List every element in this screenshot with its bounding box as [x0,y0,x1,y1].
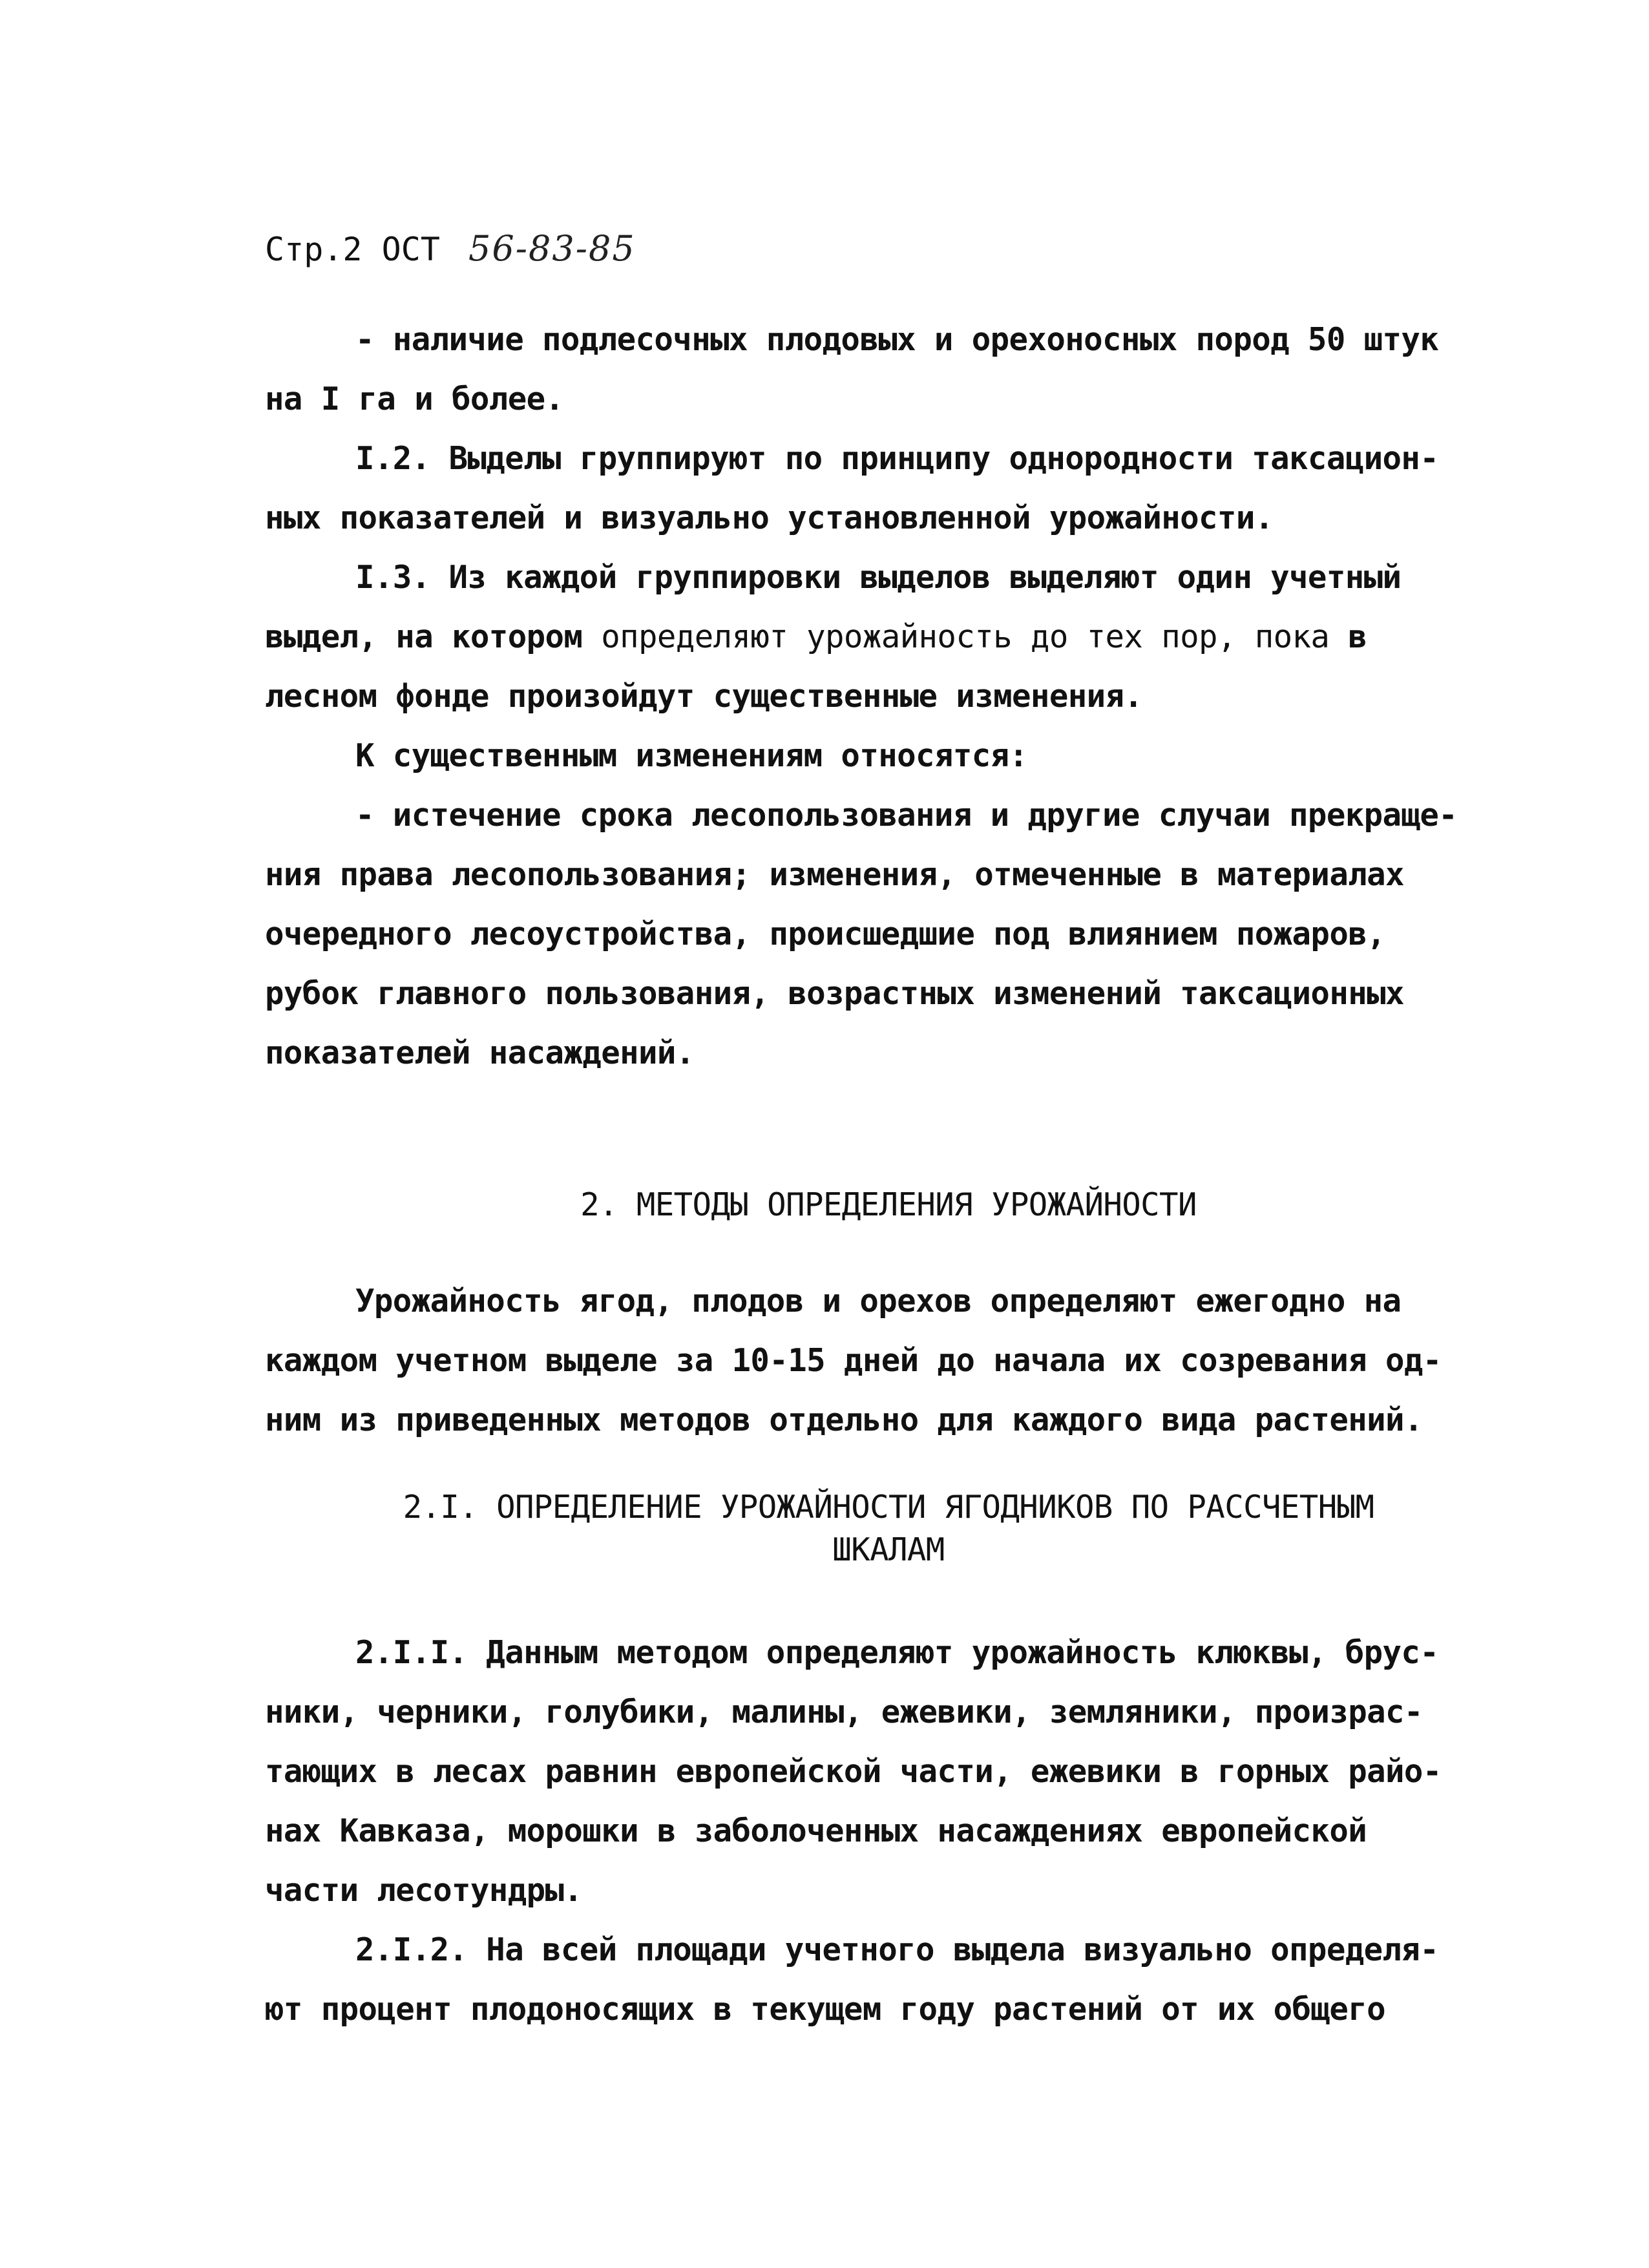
text-bold-end: в [1348,618,1367,655]
handwritten-doc-number: 56-83-85 [468,228,636,269]
paragraph-1-2 [265,429,1512,548]
page-header [265,226,636,272]
text-line [265,607,1512,667]
heading-line: ШКАЛАМ [832,1531,945,1568]
text-line: ним из приведенных методов отдельно для каждого вида растений. [265,1402,1423,1438]
paragraph-changes-list [265,786,1512,1083]
heading-line: 2. МЕТОДЫ ОПРЕДЕЛЕНИЯ УРОЖАЙНОСТИ [580,1186,1197,1223]
text-line: лесном фонде произойдут существенные изменения. [265,678,1143,715]
text-line: нах Кавказа, морошки в заболоченных насаждениях европейской [265,1812,1367,1849]
text-light-part: определяют урожайность до тех пор, пока [582,618,1349,655]
section-2-heading [265,1184,1512,1226]
text-line: ных показателей и визуально установленной урожайности. [265,499,1274,536]
paragraph-2-1-1 [265,1623,1512,1920]
text-line: 2.I.I. Данным методом определяют урожайность клюквы, брус- [355,1634,1439,1671]
text-line: ния права лесопользования; изменения, отмеченные в материалах [265,856,1404,893]
paragraph-section-2 [265,1272,1512,1450]
paragraph-changes-intro [265,726,1512,786]
text-line: 2.I.2. На всей площади учетного выдела визуально определя- [355,1931,1439,1968]
text-line: Урожайность ягод, плодов и орехов определяют ежегодно на [355,1283,1402,1319]
text-line: на I га и более. [265,381,564,417]
text-line: I.3. Из каждой группировки выделов выделяют один учетный [355,559,1402,596]
section-2-1-heading [265,1486,1512,1571]
text-line: тающих в лесах равнин европейской части, ежевики в горных райо- [265,1753,1442,1790]
text-line: показателей насаждений. [265,1034,695,1071]
heading-line: 2.I. ОПРЕДЕЛЕНИЕ УРОЖАЙНОСТИ ЯГОДНИКОВ ПО РАССЧЕТНЫМ [403,1489,1374,1526]
text-line: - наличие подлесочных плодовых и орехоносных пород 50 штук [355,321,1439,358]
paragraph-2-1-2 [265,1920,1512,2039]
text-line: ют процент плодоносящих в текущем году растений от их общего [265,1991,1386,2028]
text-line: рубок главного пользования, возрастных изменений таксационных [265,975,1404,1012]
text-line: К существенным изменениям относятся: [355,737,1028,774]
paragraph-fruit-species [265,310,1512,429]
text-line: I.2. Выделы группируют по принципу однородности таксацион- [355,440,1439,477]
text-line: очередного лесоустройства, происшедшие под влиянием пожаров, [265,916,1386,952]
text-line: каждом учетном выделе за 10-15 дней до начала их созревания од- [265,1342,1442,1379]
text-line: ники, черники, голубики, малины, ежевики, земляники, произрас- [265,1694,1423,1730]
text-line: - истечение срока лесопользования и другие случаи прекраще- [355,797,1458,834]
paragraph-1-3 [265,548,1512,726]
text-line: части лесотундры. [265,1872,583,1909]
text-bold-part: выдел, на котором [265,618,583,655]
page-reference: Стр.2 ОСТ [265,231,440,268]
